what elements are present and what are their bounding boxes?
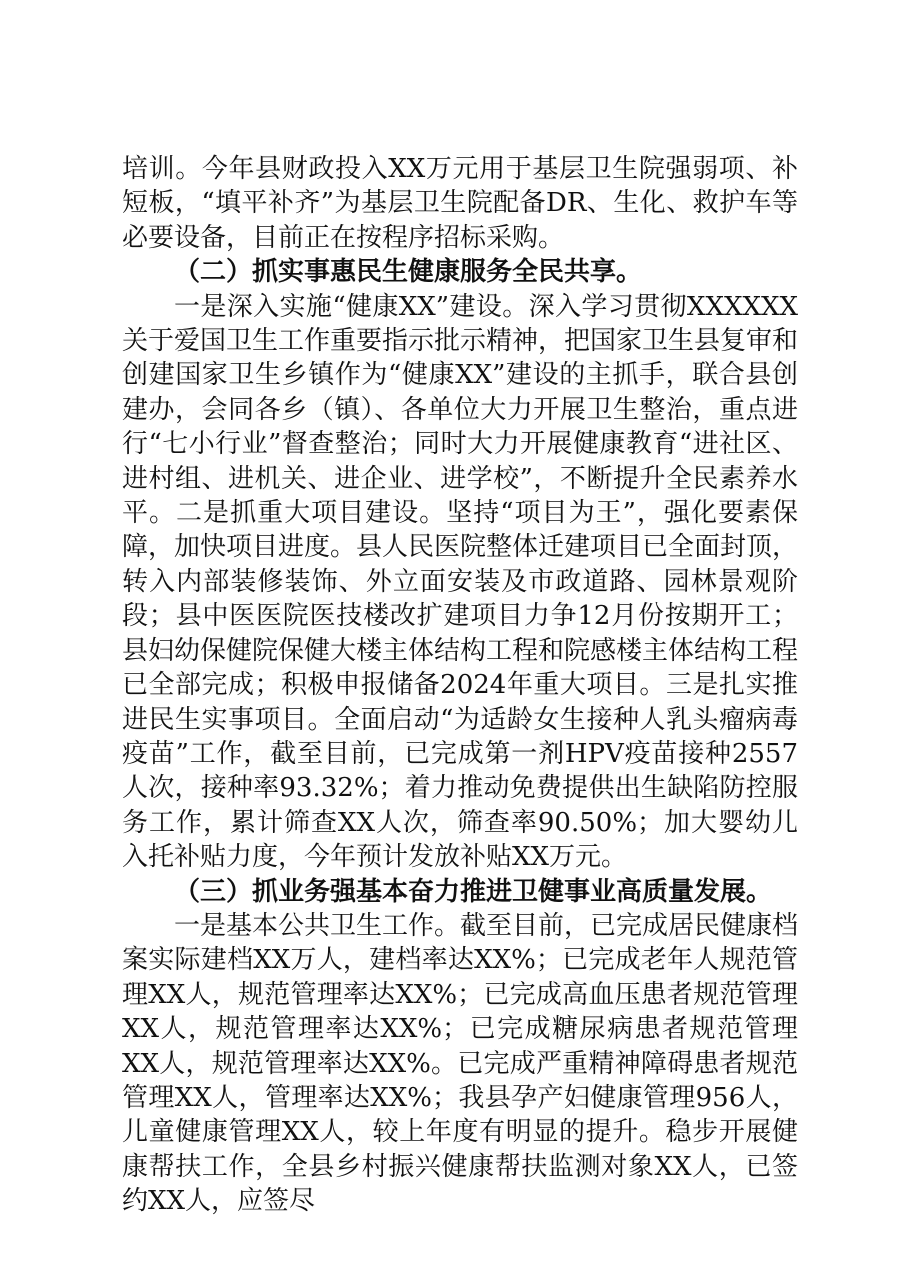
paragraph-health-projects: 一是深入实施“健康XX”建设。深入学习贯彻XXXXXX关于爱国卫生工作重要指示批示精神，把国家卫生县复审和创建国家卫生乡镇作为“健康XX”建设的主抓手，联合县创建办，会同各乡（镇）、各单位大力开展卫生整治，重点进行“七小行业”督查整治；同时大力开展健康教育“进社区、进村组、进机关、进企业、进学校”，不断提升全民素养水平。二是抓重大项目建设。坚持“项目为王”，强化要素保障，加快项目进度。县人民医院整体迁建项目已全面封顶，转入内部装修装饰、外立面安装及市政道路、园林景观阶段；县中医医院医技楼改扩建项目力争12月份按期开工；县妇幼保健院保健大楼主体结构工程和院感楼主体结构工程已全部完成；积极申报储备2024年重大项目。三是扎实推进民生实事项目。全面启动“为适龄女生接种人乳头瘤病毒疫苗”工作，截至目前，已完成第一剂HPV疫苗接种2557人次，接种率93.32%；着力推动免费提供出生缺陷防控服务工作，累计筛查XX人次，筛查率90.50%；加大婴幼儿入托补贴力度，今年预计发放补贴XX万元。 xyxy=(122,291,799,873)
paragraph-public-health: 一是基本公共卫生工作。截至目前，已完成居民健康档案实际建档XX万人，建档率达XX%；已完成老年人规范管理XX人，规范管理率达XX%；已完成高血压患者规范管理XX人，规范管理率达XX%；已完成糖尿病患者规范管理XX人，规范管理率达XX%。已完成严重精神障碍患者规范管理XX人，管理率达XX%；我县孕产妇健康管理956人，儿童健康管理XX人，较上年度有明显的提升。稳步开展健康帮扶工作，全县乡村振兴健康帮扶监测对象XX人，已签约XX人，应签尽 xyxy=(122,910,799,1217)
document-body xyxy=(122,152,798,1219)
section-heading-2: （二）抓实事惠民生健康服务全民共享。 xyxy=(174,257,643,288)
paragraph-training-equipment: 培训。今年县财政投入XX万元用于基层卫生院强弱项、补短板，“填平补齐”为基层卫生院配备DR、生化、救护车等必要设备，目前正在按程序招标采购。 xyxy=(122,154,798,253)
section-heading-3: （三）抓业务强基本奋力推进卫健事业高质量发展。 xyxy=(174,876,773,907)
